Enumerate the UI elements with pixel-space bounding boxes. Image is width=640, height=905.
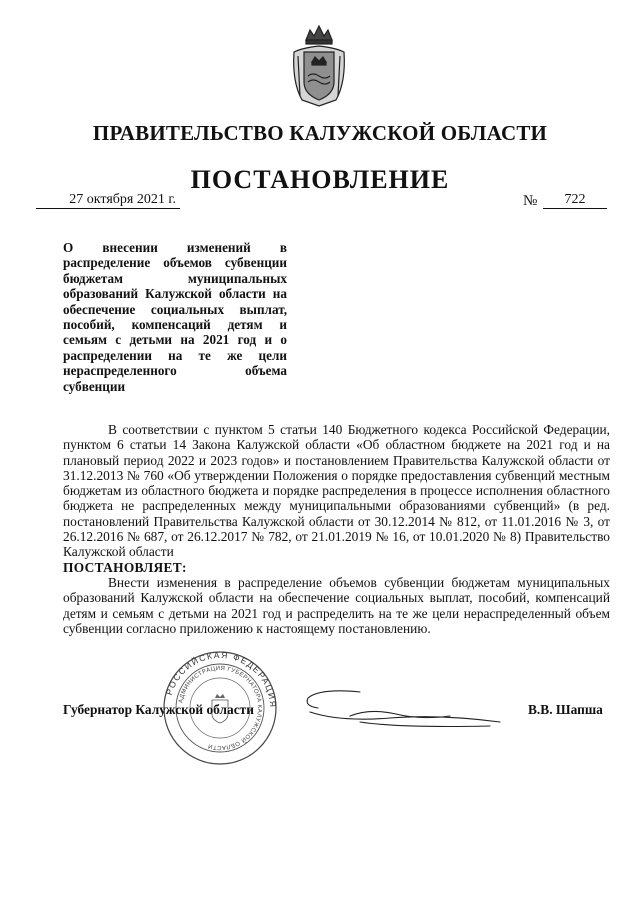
svg-text:РОССИЙСКАЯ ФЕДЕРАЦИЯ: РОССИЙСКАЯ ФЕДЕРАЦИЯ bbox=[163, 649, 279, 709]
handwritten-signature bbox=[300, 678, 510, 738]
document-number: 722 bbox=[543, 192, 607, 209]
body-paragraph-1: В соответствии с пунктом 5 статьи 140 Бюджетного кодекса Российской Федерации, пунктом 6 статьи 14 Закона Калужской области «Об областном бюджете на 2021 год и на плановый период 2022 и 2023 годов» и постановлением Правительства Калужской области от 31.12.2013 № 760 «Об утверждении Положения о порядке предоставления субвенций местным бюджетам из областного бюджета и порядке распределения в процессе исполнения областного бюджета не распределенных между муниципальными образованиями субвенций» (в ред. постановлений Правительства Калужской области от 30.12.2014 № 812, от 11.01.2016 № 3, от 26.12.2016 № 687, от 26.12.2017 № 782, от 21.01.2019 № 16, от 10.01.2020 № 8) Правительство Калужской области ПОСТАНОВЛЯЕТ: bbox=[63, 422, 610, 575]
decree-word: ПОСТАНОВЛЯЕТ: bbox=[63, 559, 187, 575]
document-date: 27 октября 2021 г. bbox=[36, 192, 180, 209]
document-body bbox=[63, 422, 610, 636]
coat-of-arms-icon bbox=[288, 22, 350, 108]
signer-name: В.В. Шапша bbox=[528, 702, 603, 717]
body-paragraph-2: Внести изменения в распределение объемов субвенции бюджетам муниципальных образований Калужской области на обеспечение социальных выплат, пособий, компенсаций детям и семьям с детьми на 2021 год и распределить на те же цели нераспределенный объем субвенции согласно приложению к настоящему постановлению. bbox=[63, 574, 610, 636]
document-type: ПОСТАНОВЛЕНИЕ bbox=[190, 165, 450, 194]
svg-text:АДМИНИСТРАЦИЯ ГУБЕРНАТОРА КАЛУ: АДМИНИСТРАЦИЯ ГУБЕРНАТОРА КАЛУЖСКОЙ ОБЛАСТИ bbox=[178, 665, 263, 751]
government-title: ПРАВИТЕЛЬСТВО КАЛУЖСКОЙ ОБЛАСТИ bbox=[92, 121, 548, 145]
number-label: № bbox=[523, 193, 538, 209]
document-subject: О внесении изменений в распределение объемов субвенции бюджетам муниципальных образований Калужской области на обеспечение социальных выплат, пособий, компенсаций детям и семьям с детьми на 2021 год и о распределении на те же цели нераспределенного объема субвенции bbox=[63, 240, 287, 394]
signer-title: Губернатор Калужской области bbox=[63, 702, 254, 717]
